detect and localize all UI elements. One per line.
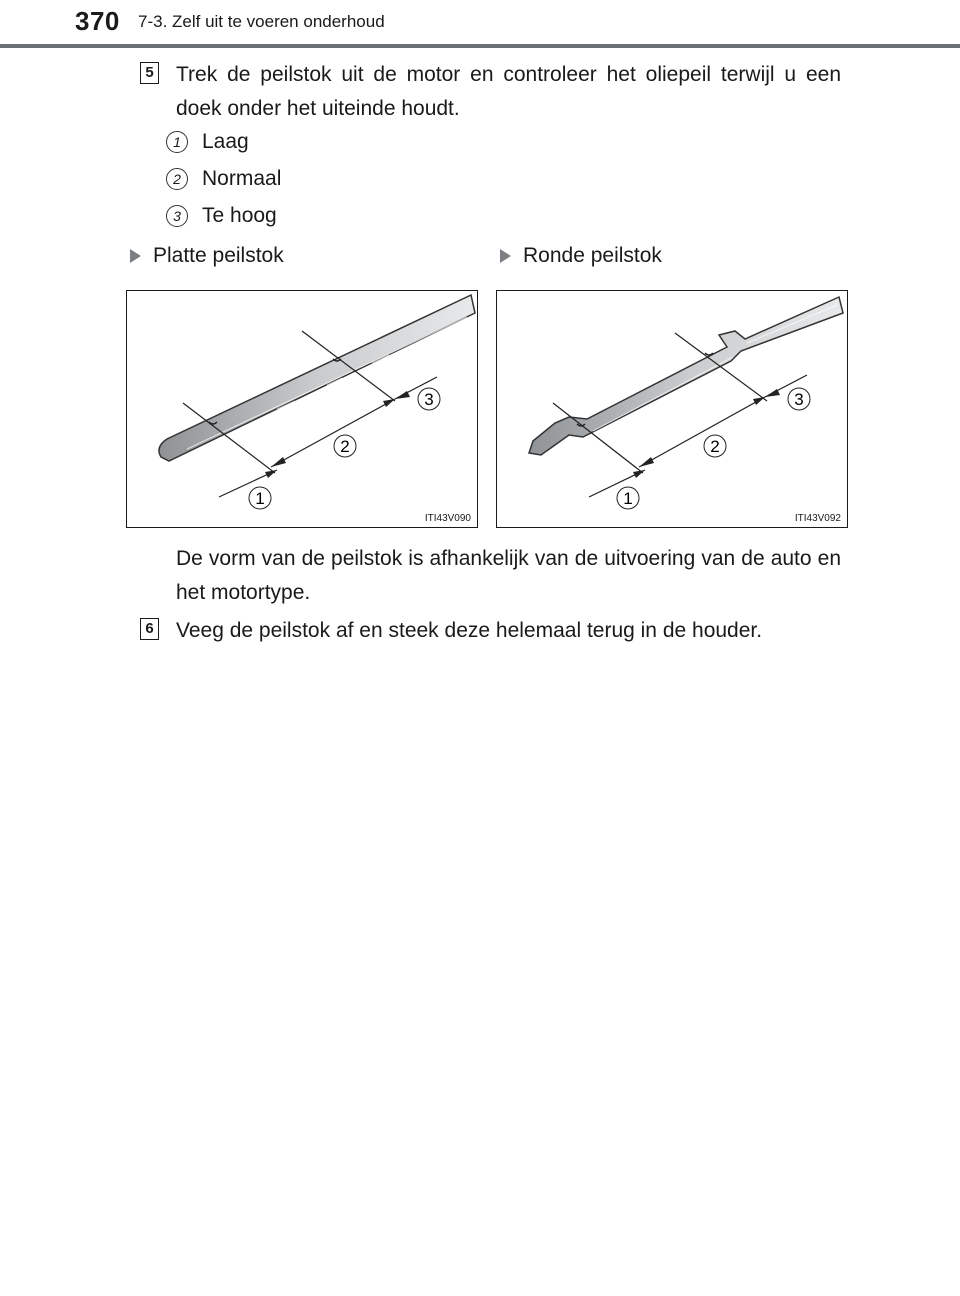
callout-number-1: 1 [166,131,188,153]
figure-flat-dipstick [126,290,478,528]
dipstick-blade [159,295,475,461]
callout-2: 2 [710,437,720,456]
step-6-text: Veeg de peilstok af en steek deze helemaal terug in de houder. [176,619,763,642]
callout-3: 3 [794,390,804,409]
notch-high [705,353,713,355]
callout-3: 3 [424,390,434,409]
figure-round-dipstick [496,290,848,528]
round-dipstick-illustration [497,291,847,527]
variant-heading-flat [130,244,284,268]
triangle-bullet-icon [130,249,141,263]
item-label-low: Laag [202,130,249,153]
item-label-normal: Normaal [202,167,282,190]
triangle-bullet-icon [500,249,511,263]
step-number-5: 5 [140,62,159,84]
page-number: 370 [75,6,120,36]
item-label-high: Te hoog [202,204,277,227]
step-number-6: 6 [140,618,159,640]
variant-title-flat: Platte peilstok [153,244,284,267]
variant-title-round: Ronde peilstok [523,244,662,267]
list-item-normal [166,165,281,193]
list-item-high [166,202,277,230]
variant-heading-round [500,244,662,268]
figure-code: ITI43V090 [424,513,471,524]
dipstick-blade [529,297,843,455]
callout-2: 2 [340,437,350,456]
dimension-line-normal [271,399,395,467]
list-item-low [166,128,249,156]
section-title: 7-3. Zelf uit te voeren onderhoud [138,12,385,31]
flat-dipstick-illustration [127,291,477,527]
callout-number-2: 2 [166,168,188,190]
callout-1: 1 [255,489,265,508]
note-text: De vorm van de peilstok is afhankelijk van de uitvoering van de auto en het motortype. [176,547,841,604]
callout-number-3: 3 [166,205,188,227]
header-rule [0,44,960,48]
dimension-line-normal [639,397,765,467]
figure-code: ITI43V092 [794,513,841,524]
callout-1: 1 [623,489,633,508]
step-5-text: Trek de peilstok uit de motor en controleer het oliepeil terwijl u een doek onder het uiteinde houdt. [176,63,841,120]
